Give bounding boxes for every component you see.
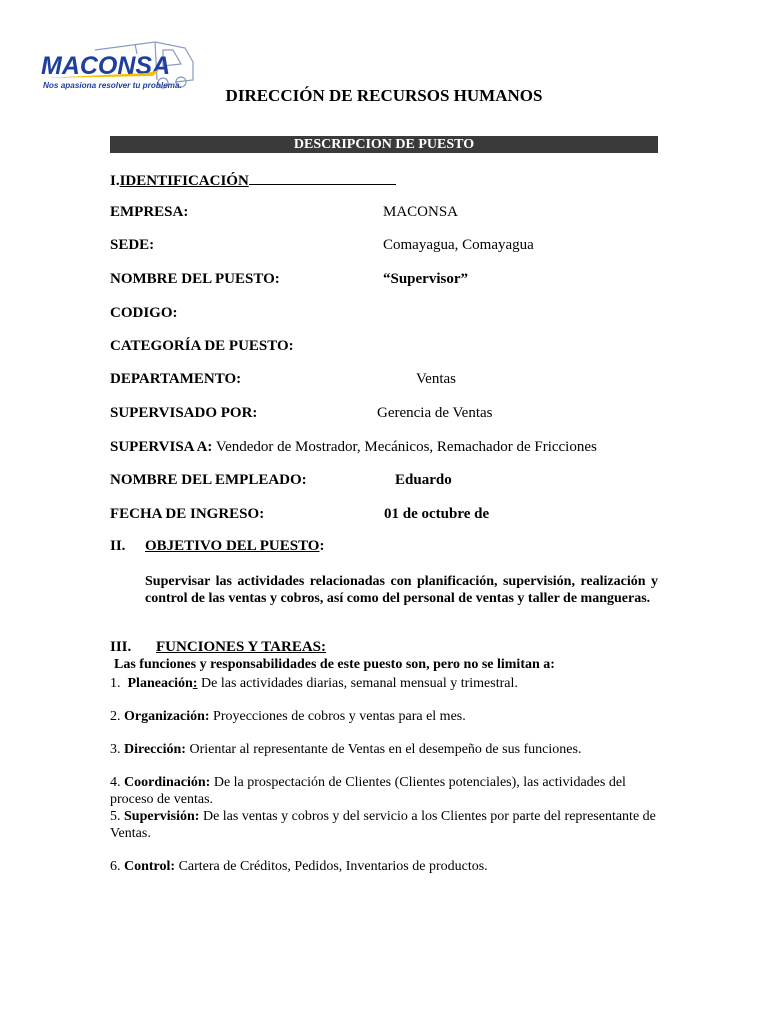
funcion-item — [110, 741, 658, 758]
section-title: OBJETIVO DEL PUESTO — [145, 538, 320, 554]
item-text: Proyecciones de cobros y ventas para el mes. — [209, 709, 466, 724]
funcion-item — [110, 708, 658, 725]
field-label: NOMBRE DEL EMPLEADO: — [110, 472, 307, 488]
section-title-colon: : — [319, 538, 325, 554]
field-value-sede: Comayagua, Comayagua — [383, 237, 534, 253]
logo-brand-text: MACONSA — [41, 52, 171, 80]
item-number: 3. — [110, 742, 121, 757]
field-label: FECHA DE INGRESO: — [110, 506, 265, 522]
item-text: De las ventas y cobros y del servicio a los Clientes por parte del representante de Ventas. — [110, 809, 656, 841]
section-identificacion-heading — [110, 170, 396, 190]
section-title: IDENTIFICACIÓN — [119, 173, 249, 189]
funcion-item — [110, 675, 658, 692]
field-label: CATEGORÍA DE PUESTO: — [110, 338, 294, 354]
field-value-nombre-puesto: “Supervisor” — [383, 271, 469, 287]
item-label: Organización: — [124, 709, 210, 724]
page-title-text: DIRECCIÓN DE RECURSOS HUMANOS — [225, 86, 543, 105]
section-title: FUNCIONES Y TAREAS: — [156, 639, 327, 655]
field-departamento — [110, 371, 241, 388]
item-text: De la prospectación de Clientes (Clientes potenciales), las actividades del proceso de ventas. — [110, 775, 626, 807]
item-label: Coordinación: — [124, 775, 211, 790]
field-codigo — [110, 305, 178, 322]
page-title — [0, 86, 768, 106]
field-nombre-empleado — [110, 472, 307, 489]
item-number: 2. — [110, 709, 121, 724]
field-label: NOMBRE DEL PUESTO: — [110, 271, 280, 287]
field-value-departamento: Ventas — [416, 371, 456, 387]
item-label: Planeación: — [127, 676, 198, 691]
field-value-supervisado-por: Gerencia de Ventas — [377, 405, 493, 421]
funcion-item — [110, 774, 658, 808]
section-objetivo-heading — [110, 538, 324, 555]
field-categoria — [110, 338, 294, 355]
funciones-intro: Las funciones y responsabilidades de este puesto son, pero no se limitan a: — [114, 657, 555, 672]
field-label: SUPERVISA A: — [110, 439, 213, 455]
section-number: II. — [110, 538, 126, 554]
section-number: I. — [110, 173, 120, 189]
item-text: Orientar al representante de Ventas en el desempeño de sus funciones. — [185, 742, 582, 757]
section-number: III. — [110, 639, 132, 655]
field-fecha-ingreso — [110, 506, 264, 523]
field-value-supervisa-a: Vendedor de Mostrador, Mecánicos, Remachador de Fricciones — [215, 439, 597, 455]
funcion-item — [110, 808, 658, 842]
field-sede — [110, 237, 154, 254]
field-label: SEDE: — [110, 237, 155, 253]
item-number: 5. — [110, 809, 121, 824]
item-label: Supervisión: — [124, 809, 200, 824]
field-empresa — [110, 204, 188, 221]
item-number: 4. — [110, 775, 121, 790]
item-number: 1. — [110, 676, 121, 691]
underline-blank — [249, 170, 396, 185]
section-funciones-heading — [110, 639, 326, 656]
item-label: Dirección: — [124, 742, 186, 757]
field-value-empresa: MACONSA — [383, 204, 459, 220]
field-label: CODIGO: — [110, 305, 178, 321]
item-text: De las actividades diarias, semanal mensual y trimestral. — [197, 676, 518, 691]
field-value-fecha-ingreso: 01 de octubre de — [384, 506, 490, 522]
section-bar-descripcion: DESCRIPCION DE PUESTO — [110, 136, 658, 153]
field-value-nombre-empleado: Eduardo — [395, 472, 452, 488]
field-supervisa-a — [110, 439, 597, 456]
field-nombre-puesto — [110, 271, 280, 288]
logo-slogan: Nos apasiona resolver tu problema. — [43, 81, 182, 90]
field-label: DEPARTAMENTO: — [110, 371, 242, 387]
objetivo-text: Supervisar las actividades relacionadas con planificación, supervisión, realización y control de las ventas y cobros, así como del personal de ventas y taller de mangueras. — [145, 574, 658, 606]
field-supervisado-por — [110, 405, 257, 422]
field-label: EMPRESA: — [110, 204, 189, 220]
item-number: 6. — [110, 859, 121, 874]
field-label: SUPERVISADO POR: — [110, 405, 258, 421]
item-text: Cartera de Créditos, Pedidos, Inventarios de productos. — [175, 859, 488, 874]
funcion-item — [110, 858, 658, 875]
item-label: Control: — [124, 859, 176, 874]
